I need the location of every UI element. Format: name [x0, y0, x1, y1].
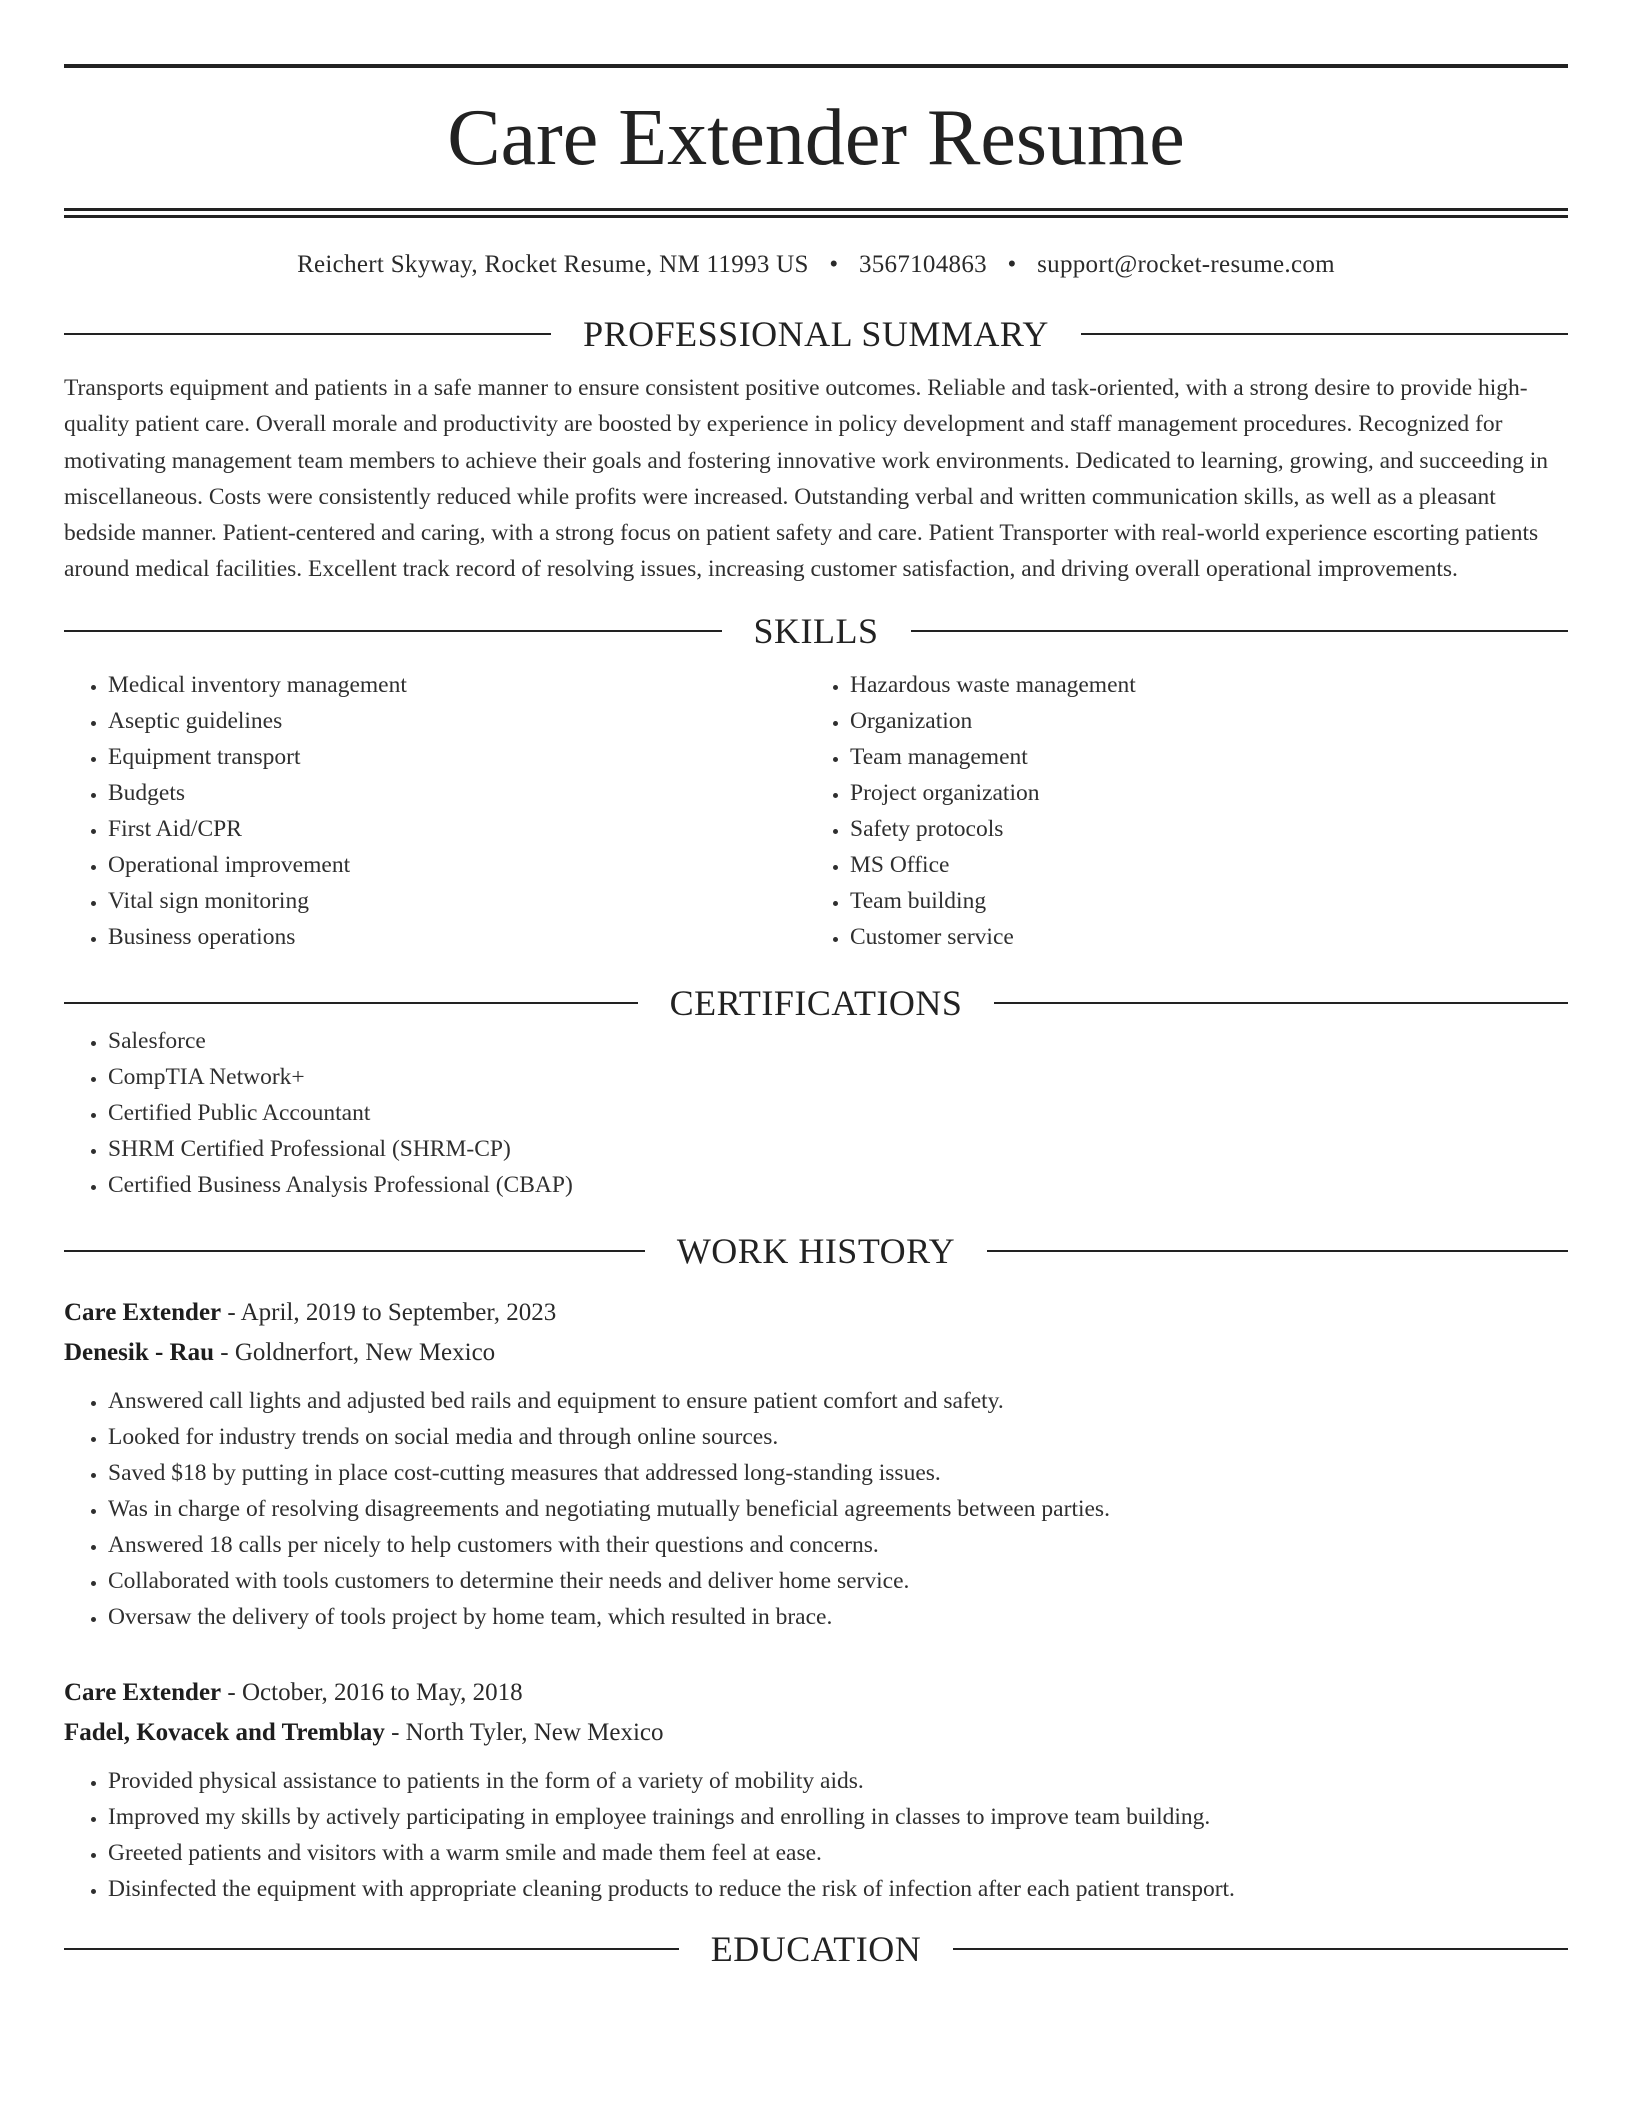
summary-text: Transports equipment and patients in a safe manner to ensure consistent positive outcomes. Reliable and task-oriented, with a strong desire to provide high-quality patient care. Overall morale and productivity are boosted by experience in policy development and staff management procedures. Recognized for motivating management team members to achieve their goals and fostering innovative work environments. Dedicated to learning, growing, and succeeding in miscellaneous. Costs were consistently reduced while profits were increased. Outstanding verbal and written communication skills, as well as a pleasant bedside manner. Patient-centered and caring, with a strong focus on patient safety and care. Patient Transporter with real-world experience escorting patients around medical facilities. Excellent track record of resolving issues, increasing customer satisfaction, and driving overall operational improvements.: [64, 375, 1548, 583]
job-entry: [64, 1673, 1568, 1907]
skills-list-left: [64, 667, 806, 955]
summary-heading: PROFESSIONAL SUMMARY: [583, 314, 1049, 354]
skill-item: • Team building: [850, 883, 1568, 919]
job-location: - North Tyler, New Mexico: [384, 1719, 664, 1747]
divider-line: [911, 630, 1569, 632]
job-bullet: • Disinfected the equipment with appropriate cleaning products to reduce the risk of infection after each patient transport.: [108, 1871, 1568, 1907]
divider-line: [64, 1948, 679, 1950]
skill-item: • Operational improvement: [108, 847, 806, 883]
divider-line: [1081, 333, 1568, 335]
job-bullet: • Oversaw the delivery of tools project by home team, which resulted in brace.: [108, 1599, 1568, 1635]
skills-column-left: [64, 667, 806, 955]
skill-item: • Equipment transport: [108, 739, 806, 775]
divider-line: [994, 1002, 1568, 1004]
job-bullet: • Collaborated with tools customers to determine their needs and deliver home service.: [108, 1563, 1568, 1599]
certification-item: • SHRM Certified Professional (SHRM-CP): [108, 1131, 1568, 1167]
skills-list-right: [806, 667, 1568, 955]
skill-item: • Business operations: [108, 919, 806, 955]
certifications-list: [64, 1023, 1568, 1203]
page-title: Care Extender Resume: [447, 94, 1185, 182]
top-rule: [64, 64, 1568, 68]
skills-heading: SKILLS: [753, 611, 879, 652]
contact-address: Reichert Skyway, Rocket Resume, NM 11993 US: [297, 251, 809, 278]
job-bullet: • Provided physical assistance to patients in the form of a variety of mobility aids.: [108, 1763, 1568, 1799]
job-bullet: • Answered call lights and adjusted bed rails and equipment to ensure patient comfort and safety.: [108, 1383, 1568, 1419]
certification-item: • CompTIA Network+: [108, 1059, 1568, 1095]
skill-item: • Hazardous waste management: [850, 667, 1568, 703]
contact-separator: •: [829, 251, 839, 278]
contact-separator: •: [1007, 251, 1017, 278]
contact-phone: 3567104863: [858, 251, 987, 278]
skill-item: • Vital sign monitoring: [108, 883, 806, 919]
job-bullets: [64, 1383, 1568, 1635]
divider-line: [64, 333, 551, 335]
job-company: Fadel, Kovacek and Tremblay: [64, 1719, 385, 1747]
job-bullet: • Greeted patients and visitors with a warm smile and made them feel at ease.: [108, 1835, 1568, 1871]
job-company-line: [64, 1333, 1568, 1373]
contact-line: [64, 250, 1568, 280]
job-location: - Goldnerfort, New Mexico: [214, 1339, 496, 1367]
summary-section-header: [64, 314, 1568, 354]
divider-line: [64, 1250, 645, 1252]
divider-line: [987, 1250, 1568, 1252]
certification-item: • Salesforce: [108, 1023, 1568, 1059]
skill-item: • MS Office: [850, 847, 1568, 883]
certifications-section-header: [64, 983, 1568, 1023]
divider-line: [64, 1002, 638, 1004]
job-bullet: • Improved my skills by actively participating in employee trainings and enrolling in classes to improve team building.: [108, 1799, 1568, 1835]
title-double-rule: [64, 208, 1568, 218]
job-company-line: [64, 1713, 1568, 1753]
job-title: Care Extender: [64, 1679, 222, 1707]
job-title-line: [64, 1293, 1568, 1333]
resume-content: [64, 0, 1568, 1969]
skill-item: • Medical inventory management: [108, 667, 806, 703]
skills-section-header: [64, 611, 1568, 651]
job-dates: - October, 2016 to May, 2018: [221, 1679, 523, 1707]
education-heading: EDUCATION: [710, 1929, 922, 1970]
skill-item: • Aseptic guidelines: [108, 703, 806, 739]
job-title-line: [64, 1673, 1568, 1713]
skill-item: • First Aid/CPR: [108, 811, 806, 847]
skill-item: • Organization: [850, 703, 1568, 739]
work-section-header: [64, 1231, 1568, 1271]
divider-line: [953, 1948, 1568, 1950]
skills-column-right: [806, 667, 1568, 955]
work-history-list: [64, 1293, 1568, 1907]
job-entry: [64, 1293, 1568, 1635]
job-bullet: • Was in charge of resolving disagreements and negotiating mutually beneficial agreements between parties.: [108, 1491, 1568, 1527]
job-bullet: • Saved $18 by putting in place cost-cutting measures that addressed long-standing issues.: [108, 1455, 1568, 1491]
certifications-heading: CERTIFICATIONS: [669, 983, 963, 1024]
skill-item: • Customer service: [850, 919, 1568, 955]
job-title: Care Extender: [64, 1299, 222, 1327]
job-company: Denesik - Rau: [64, 1339, 215, 1367]
skill-item: • Project organization: [850, 775, 1568, 811]
contact-email: support@rocket-resume.com: [1037, 251, 1335, 278]
work-heading: WORK HISTORY: [676, 1231, 956, 1272]
divider-line: [64, 630, 722, 632]
certification-item: • Certified Business Analysis Professional (CBAP): [108, 1167, 1568, 1203]
job-dates: - April, 2019 to September, 2023: [221, 1299, 557, 1327]
job-bullet: • Answered 18 calls per nicely to help customers with their questions and concerns.: [108, 1527, 1568, 1563]
skill-item: • Budgets: [108, 775, 806, 811]
skills-grid: [64, 667, 1568, 955]
certification-item: • Certified Public Accountant: [108, 1095, 1568, 1131]
skill-item: • Safety protocols: [850, 811, 1568, 847]
skill-item: • Team management: [850, 739, 1568, 775]
education-section-header: [64, 1929, 1568, 1969]
job-bullet: • Looked for industry trends on social media and through online sources.: [108, 1419, 1568, 1455]
job-bullets: [64, 1763, 1568, 1907]
